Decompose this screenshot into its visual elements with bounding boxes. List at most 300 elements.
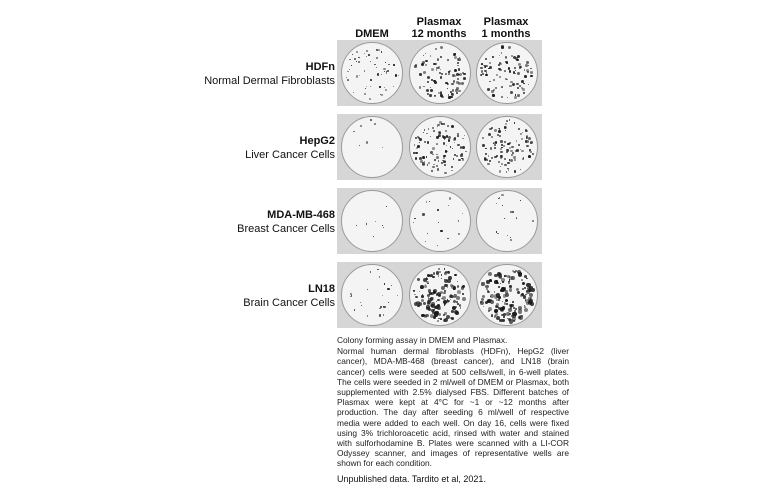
colony-dot [446,145,447,146]
colony-dot [510,239,512,241]
colony-dot [525,64,528,67]
colony-dot [484,70,487,73]
colony-dot [376,57,378,59]
colony-dot [511,55,513,57]
colony-dot [444,272,447,275]
colony-dot [521,138,523,140]
colony-dot [456,92,458,94]
culture-well [341,190,403,252]
colony-dot [501,52,502,53]
colony-dot [383,306,385,308]
colony-dot [517,72,520,75]
colony-dot [507,143,509,145]
colony-dot [382,225,383,226]
colony-dot [500,148,502,150]
colony-dot [526,69,529,72]
colony-dot [383,227,384,228]
colony-dot [483,306,484,307]
colony-dot [424,285,427,288]
colony-dot [374,64,376,66]
colony-dot [443,292,445,294]
colony-dot [423,278,427,282]
colony-dot [377,73,379,75]
colony-dot [388,302,389,303]
culture-well [476,264,538,326]
row-label [190,134,335,162]
colony-dot [502,289,505,292]
colony-dot [421,295,424,298]
colony-dot [423,132,424,133]
colony-dot [506,120,508,122]
colony-dot [438,275,440,277]
colony-dot [444,268,445,269]
colony-dot [441,278,442,279]
colony-dot [501,194,503,196]
colony-dot [485,301,488,304]
colony-dot [384,71,385,72]
colony-dot [438,66,441,69]
colony-dot [520,200,521,201]
colony-dot [413,222,414,223]
colony-dot [457,135,458,136]
colony-dot [356,61,357,62]
colony-dot [437,299,440,302]
colony-dot [522,288,524,290]
colony-dot [457,144,459,146]
colony-dot [512,211,514,213]
colony-dot [419,138,422,141]
source-note: Unpublished data. Tardito et al, 2021. [337,474,486,484]
colony-dot [393,86,394,87]
well-panel [337,262,542,328]
colony-dot [503,316,505,318]
colony-dot [370,271,371,272]
colony-dot [379,86,380,87]
colony-dot [506,79,507,80]
colony-dot [522,158,524,160]
colony-dot [514,67,516,69]
colony-dot [457,303,459,305]
colony-dot [509,288,513,292]
colony-dot [532,153,534,155]
row-label [190,208,335,236]
colony-dot [366,223,367,224]
colony-dot [454,142,455,143]
colony-dot [528,155,531,158]
colony-dot [436,69,437,70]
colony-dot [375,221,376,222]
colony-dot [455,311,459,315]
colony-dot [419,142,420,143]
colony-dot [498,161,500,163]
colony-dot [393,64,395,66]
culture-well [409,264,471,326]
colony-dot [360,302,361,303]
colony-dot [518,63,520,65]
colony-dot [367,315,368,316]
colony-dot [397,295,398,296]
colony-dot [494,129,496,131]
colony-dot [433,130,435,132]
colony-dot [450,294,451,295]
colony-dot [512,301,514,303]
colony-dot [493,142,495,144]
colony-dot [423,86,425,88]
colony-dot [447,88,449,90]
colony-dot [464,73,466,75]
colony-dot [441,123,443,125]
colony-dot [432,147,435,150]
colony-dot [503,145,506,148]
colony-dot [502,205,503,206]
colony-dot [353,131,354,132]
colony-dot [431,297,434,300]
colony-dot [500,140,503,143]
colony-dot [491,157,492,158]
colony-dot [451,170,452,171]
colony-dot [524,308,528,312]
cell-line-name: HDFn [305,61,335,73]
colony-dot [358,57,359,58]
colony-dot [424,129,425,130]
cell-line-description: Brain Cancer Cells [243,297,335,309]
colony-dot [488,307,492,311]
colony-dot [521,279,523,281]
caption-body: Normal human dermal fibroblasts (HDFn), HepG2 (liver cancer), MDA-MB-468 (breast cancer), and LN18 (brain cancer) cells were seeded at 500 cells/well, in 6-well plates. The cells were seeded in 2 ml/well of DMEM or Plasmax, both supplemented with 2.5% dialysed FBS. Different batches of Plasmax were kept at 4°C for ~1 or ~12 months after production. The day after seeding 6 ml/well of respective media were added to each well. On day 16, cells were fixed using 3% trichloroacetic acid, rinsed with water and stained with sulforhodamine B. Plates were scanned with a LI-COR Odyssey scanner, and images of representative wells are shown for each condition. [337,346,569,469]
colony-dot [503,294,507,298]
colony-dot [487,88,490,91]
colony-dot [376,67,377,68]
colony-dot [518,128,520,130]
colony-dot [462,138,463,139]
colony-dot [413,290,415,292]
colony-dot [487,159,488,160]
colony-dot [382,295,383,296]
colony-dot [514,122,516,124]
colony-dot [451,310,453,312]
colony-dot [530,68,531,69]
colony-dot [417,278,420,281]
colony-dot [451,317,454,320]
colony-dot [454,69,457,72]
colony-dot [391,285,392,286]
colony-dot [509,70,512,73]
colony-dot [374,123,376,125]
colony-dot [436,165,438,167]
colony-dot [432,90,434,92]
colony-dot [386,72,387,73]
colony-dot [506,171,508,173]
colony-dot [370,61,371,62]
colony-dot [498,68,500,70]
colony-dot [349,59,351,61]
colony-dot [496,74,498,76]
colony-dot [457,62,459,64]
colony-dot [517,270,521,274]
colony-dot [489,81,491,83]
colony-dot [494,156,496,158]
colony-dot [415,157,417,159]
colony-dot [497,233,498,234]
caption-title: Colony forming assay in DMEM and Plasmax. [337,335,508,345]
colony-dot [526,278,528,280]
colony-dot [504,126,506,128]
colony-dot [462,158,465,161]
colony-dot [504,218,505,219]
colony-dot [515,308,517,310]
colony-dot [381,74,382,75]
colony-dot [504,158,506,160]
colony-dot [382,147,383,148]
colony-dot [482,144,485,147]
colony-dot [347,79,349,81]
colony-dot [504,164,507,167]
culture-well [476,42,538,104]
colony-dot [369,98,371,100]
colony-dot [528,65,530,67]
colony-dot [484,157,487,160]
colony-dot [491,136,493,138]
colony-dot [440,230,442,232]
colony-dot [424,141,426,143]
colony-dot [446,300,448,302]
colony-dot [452,74,455,77]
colony-dot [370,79,372,81]
colony-dot [528,137,531,140]
colony-dot [431,304,435,308]
colony-dot [447,279,451,283]
colony-dot [462,297,466,301]
colony-dot [456,81,458,83]
colony-dot [508,169,510,171]
colony-dot [522,88,525,91]
colony-dot [447,151,448,152]
row-label [190,282,335,310]
colony-dot [426,156,427,157]
colony-dot [370,86,371,87]
colony-dot [439,271,441,273]
colony-dot [501,144,503,146]
colony-dot [436,136,438,138]
colony-dot [373,236,374,237]
colony-dot [482,73,484,75]
colony-dot [499,135,501,137]
colony-dot [490,147,492,149]
colony-dot [444,164,446,166]
colony-dot [432,154,434,156]
colony-dot [351,65,352,66]
colony-dot [366,50,368,52]
cell-line-description: Breast Cancer Cells [237,223,335,235]
colony-dot [489,62,491,64]
colony-dot [458,90,460,92]
colony-dot [500,283,501,284]
colony-dot [491,127,492,128]
colony-dot [445,73,447,75]
colony-dot [488,155,489,156]
colony-dot [438,313,442,317]
colony-dot [513,320,515,322]
colony-dot [361,305,362,306]
colony-dot [414,294,416,296]
colony-dot [437,320,439,322]
colony-dot [415,152,417,154]
colony-dot [451,83,454,86]
colony-dot [494,291,496,293]
colony-dot [507,162,510,165]
colony-dot [508,46,511,49]
culture-well [476,116,538,178]
colony-dot [457,286,459,288]
colony-dot [359,75,360,76]
colony-dot [518,144,520,146]
colony-dot [447,287,448,288]
colony-dot [516,288,519,291]
colony-dot [364,53,365,54]
colony-dot [462,213,463,214]
colony-dot [510,91,513,94]
colony-dot [454,274,457,277]
colony-dot [514,271,516,273]
colony-dot [438,134,441,137]
colony-dot [427,233,428,234]
colony-dot [453,286,456,289]
colony-dot [501,155,503,157]
colony-dot [457,65,458,66]
colony-dot [384,87,385,88]
colony-dot [505,56,507,58]
colony-dot [428,162,430,164]
colony-dot [499,76,501,78]
colony-dot [499,170,502,173]
colony-dot [383,68,385,70]
colony-dot [528,84,530,86]
colony-dot [453,138,456,141]
colony-dot [453,80,456,83]
colony-dot [419,291,421,293]
colony-dot [436,156,439,159]
colony-dot [456,296,460,300]
colony-dot [488,272,492,276]
colony-dot [502,281,503,282]
colony-dot [451,166,453,168]
colony-dot [422,162,425,165]
colony-dot [500,308,504,312]
colony-dot [353,92,354,93]
colony-dot [512,312,516,316]
colony-dot [459,73,462,76]
colony-dot [352,54,353,55]
colony-dot [380,306,382,308]
colony-dot [526,140,529,143]
colony-dot [511,146,514,149]
colony-dot [419,73,422,76]
cell-line-name: LN18 [308,283,335,295]
colony-dot [532,220,534,222]
colony-dot [356,75,358,77]
colony-dot [481,282,484,285]
colony-dot [383,314,384,315]
colony-dot [423,55,425,57]
colony-dot [493,79,495,81]
colony-dot [509,119,510,120]
colony-dot [489,160,491,162]
colony-dot [387,70,388,71]
colony-dot [526,290,530,294]
colony-dot [504,70,506,72]
colony-dot [443,160,446,163]
colony-dot [462,146,465,149]
colony-dot [506,312,510,316]
colony-dot [507,97,509,99]
colony-dot [443,123,445,125]
colony-dot [398,75,399,76]
colony-dot [420,285,424,289]
colony-dot [433,272,435,274]
colony-dot [489,66,492,69]
colony-dot [502,319,504,321]
colony-dot [346,77,347,78]
colony-dot [485,148,487,150]
colony-dot [523,83,525,85]
colony-dot [379,308,380,309]
colony-dot [487,163,489,165]
colony-dot [385,62,386,63]
colony-dot [499,319,502,322]
colony-dot [526,61,529,64]
colony-dot [517,55,520,58]
colony-dot [438,160,440,162]
colony-dot [488,133,491,136]
colony-dot [515,70,516,71]
column-header-plasmax-12-months: Plasmax 12 months [411,16,467,40]
colony-dot [428,128,429,129]
colony-dot [425,53,426,54]
colony-dot [481,74,483,76]
colony-dot [458,159,460,161]
colony-dot [440,46,443,49]
colony-dot [499,55,500,56]
colony-dot [436,293,438,295]
colony-dot [432,166,434,168]
colony-dot [448,73,450,75]
colony-dot [379,314,381,316]
colony-dot [366,56,367,57]
colony-dot [507,235,508,236]
colony-dot [509,304,512,307]
colony-dot [510,159,513,162]
colony-dot [422,156,425,159]
colony-dot [506,62,507,63]
colony-dot [495,87,497,89]
colony-dot [425,60,428,63]
colony-dot [528,300,532,304]
colony-dot [460,307,461,308]
colony-dot [498,64,500,66]
colony-dot [483,65,484,66]
colony-dot [513,71,515,73]
colony-dot [350,296,351,297]
colony-dot [427,164,429,166]
colony-dot [518,309,522,313]
colony-dot [381,51,383,53]
colony-dot [426,307,429,310]
colony-dot [430,55,432,57]
colony-dot [496,203,497,204]
colony-dot [437,168,439,170]
colony-dot [503,313,506,316]
colony-dot [385,89,387,91]
